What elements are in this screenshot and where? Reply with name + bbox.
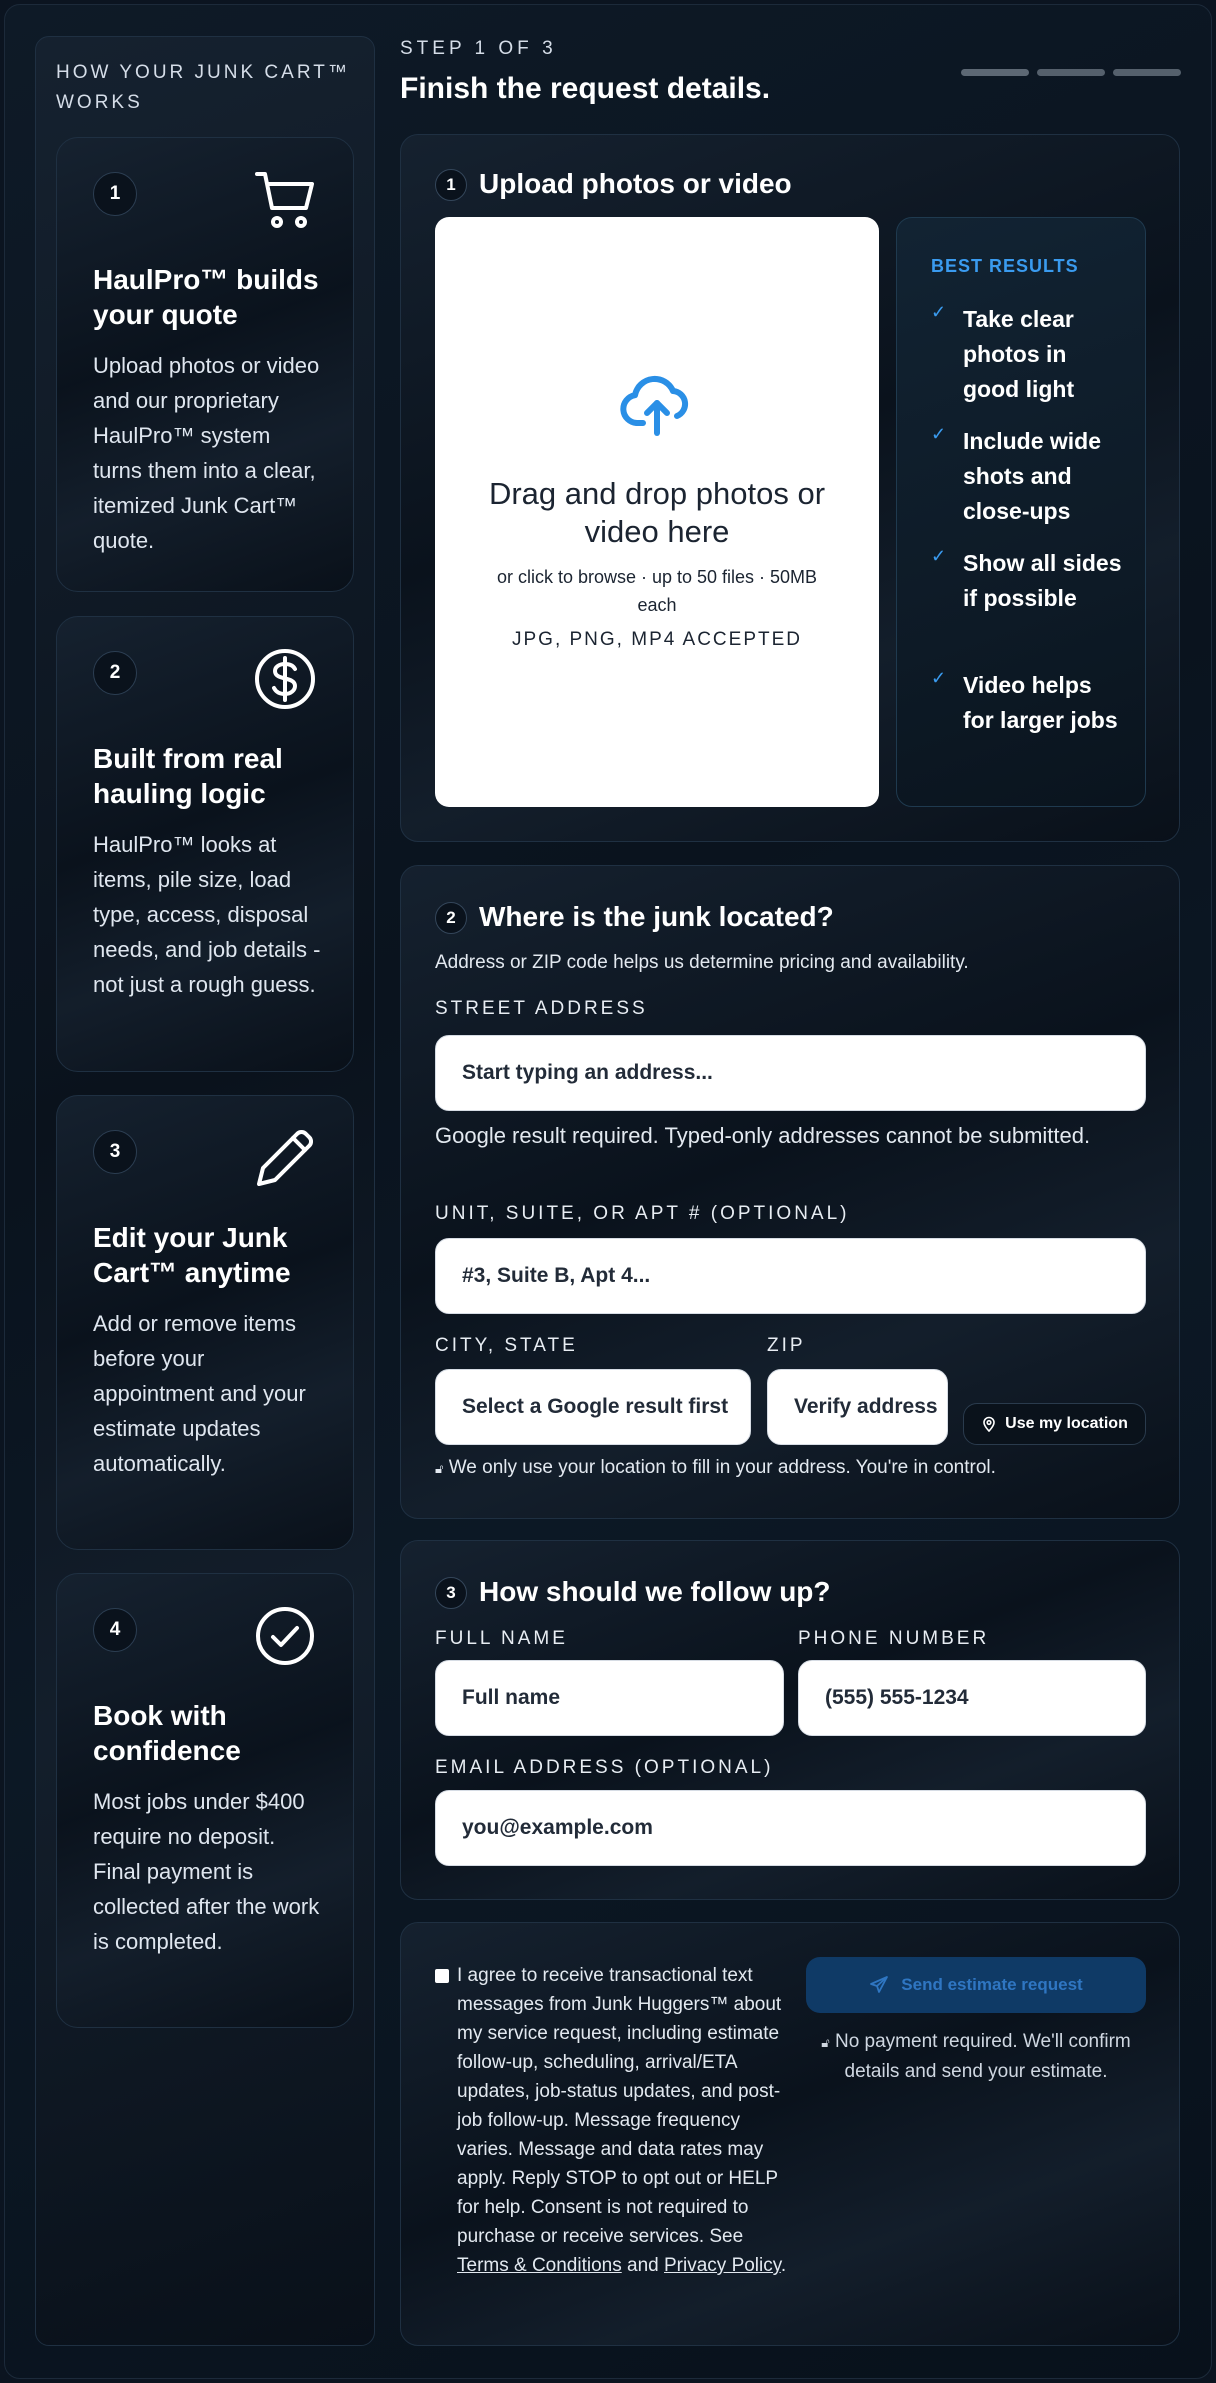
send-icon	[869, 1975, 889, 1995]
step-heading: Book with confidence	[93, 1700, 241, 1766]
tips-title: BEST RESULTS	[931, 256, 1079, 276]
street-help-text: Google result required. Typed-only addresses cannot be submitted.	[435, 1123, 1091, 1148]
city-state-label: CITY, STATE	[435, 1335, 578, 1356]
privacy-policy-link[interactable]: Privacy Policy	[664, 2255, 781, 2276]
use-my-location-button[interactable]	[963, 1403, 1146, 1445]
city-state-input[interactable]: Select a Google result first	[435, 1369, 751, 1445]
check-icon: ✓	[931, 424, 947, 444]
terms-link[interactable]: Terms & Conditions	[457, 2255, 622, 2276]
step-description: Most jobs under $400 require no deposit. Final payment is collected after the work is completed.	[93, 1789, 320, 1954]
progress-segment-1	[961, 69, 1029, 76]
step-number: 1	[93, 172, 137, 216]
street-label: STREET ADDRESS	[435, 998, 648, 1019]
section-number: 3	[435, 1577, 467, 1609]
pencil-icon	[253, 1126, 317, 1190]
zip-label: ZIP	[767, 1335, 806, 1356]
step-number: 2	[93, 651, 137, 695]
check-circle-icon	[253, 1604, 317, 1668]
step-number: 4	[93, 1608, 137, 1652]
step-heading: Built from real hauling logic	[93, 743, 283, 809]
check-icon: ✓	[931, 302, 947, 322]
sidebar-title: HOW YOUR JUNK CART™ WORKS	[56, 62, 350, 113]
page-title: Finish the request details.	[400, 72, 771, 105]
step-description: Upload photos or video and our proprietary HaulPro™ system turns them into a clear, itemized Junk Cart™ quote.	[93, 353, 320, 553]
followup-section	[400, 1540, 1180, 1900]
section-title: Where is the junk located?	[479, 901, 834, 932]
cloud-upload-icon	[619, 367, 695, 443]
location-subtitle: Address or ZIP code helps us determine pricing and availability.	[435, 952, 969, 973]
step-indicator: STEP 1 OF 3	[400, 38, 557, 59]
phone-input[interactable]: (555) 555-1234	[798, 1660, 1146, 1736]
email-label: EMAIL ADDRESS (OPTIONAL)	[435, 1757, 774, 1778]
send-estimate-button[interactable]	[806, 1957, 1146, 2013]
cart-icon	[253, 168, 317, 232]
check-icon: ✓	[931, 546, 947, 566]
upload-dropzone[interactable]	[435, 217, 879, 807]
no-payment-note: 🔓︎ No payment required. We'll confirm details and send your estimate.	[821, 2031, 1131, 2082]
section-title: How should we follow up?	[479, 1576, 831, 1607]
location-privacy-note: 🔓︎ We only use your location to fill in your address. You're in control.	[435, 1457, 996, 1478]
unit-input[interactable]: #3, Suite B, Apt 4...	[435, 1238, 1146, 1314]
email-input[interactable]: you@example.com	[435, 1790, 1146, 1866]
accepted-types: JPG, PNG, MP4 ACCEPTED	[512, 629, 802, 650]
use-location-label: Use my location	[1005, 1415, 1128, 1432]
step-card-1	[56, 137, 354, 592]
dollar-icon	[253, 647, 317, 711]
check-icon: ✓	[931, 668, 947, 688]
section-number: 2	[435, 902, 467, 934]
consent-section	[400, 1922, 1180, 2346]
step-card-3	[56, 1095, 354, 1550]
location-section	[400, 865, 1180, 1519]
section-number: 1	[435, 169, 467, 201]
step-description: Add or remove items before your appointment and your estimate updates automatically.	[93, 1311, 306, 1476]
location-pin-icon	[981, 1416, 997, 1432]
street-address-input[interactable]: Start typing an address...	[435, 1035, 1146, 1111]
full-name-label: FULL NAME	[435, 1628, 568, 1649]
best-results-panel: BEST RESULTS ✓ Take clear photos in good light ✓ Include wide shots and close-ups ✓ Show all sides if possible ✓ Video helps for larger jobs	[896, 217, 1146, 807]
lock-icon: 🔓︎	[821, 2035, 830, 2050]
section-title: Upload photos or video	[479, 168, 792, 199]
step-heading: HaulPro™ builds your quote	[93, 264, 319, 330]
progress-segment-3	[1113, 69, 1181, 76]
consent-text: I agree to receive transactional text messages from Junk Huggers™ about my service request, including estimate follow-up, scheduling, arrival/ETA updates, job-status updates, and post-job follow-up. Message frequency varies. Message and data rates may apply. Reply STOP to opt out or HELP for help. Consent is not required to purchase or receive services. See Terms & Conditions and Privacy Policy.	[457, 1965, 787, 2276]
zip-input[interactable]: Verify address	[767, 1369, 948, 1445]
step-card-2	[56, 616, 354, 1072]
step-description: HaulPro™ looks at items, pile size, load type, access, disposal needs, and job details - not just a rough guess.	[93, 832, 321, 997]
consent-checkbox[interactable]	[435, 1969, 449, 1983]
progress-segment-2	[1037, 69, 1105, 76]
send-estimate-label: Send estimate request	[901, 1975, 1083, 1994]
dropzone-subtitle: or click to browse · up to 50 files · 50MB each	[496, 567, 818, 615]
phone-label: PHONE NUMBER	[798, 1628, 990, 1649]
dropzone-title: Drag and drop photos or video here	[488, 476, 826, 549]
step-heading: Edit your Junk Cart™ anytime	[93, 1222, 291, 1288]
lock-icon: 🔓︎	[435, 1461, 444, 1476]
step-card-4	[56, 1573, 354, 2028]
unit-label: UNIT, SUITE, OR APT # (OPTIONAL)	[435, 1203, 850, 1224]
step-number: 3	[93, 1130, 137, 1174]
full-name-input[interactable]: Full name	[435, 1660, 784, 1736]
upload-section	[400, 134, 1180, 842]
